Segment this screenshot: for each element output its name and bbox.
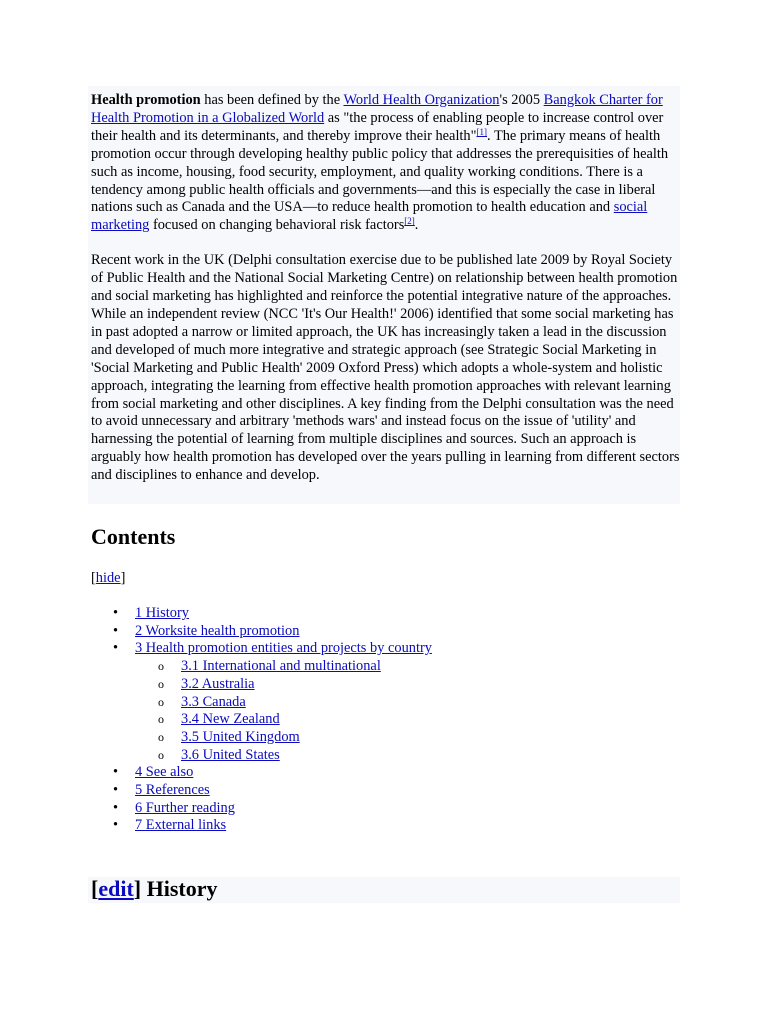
link-world-health-organization[interactable]: World Health Organization	[343, 92, 500, 108]
toc-item	[91, 817, 432, 835]
intro-text-2: 's 2005	[499, 92, 544, 108]
toc-link-australia[interactable]: 3.2 Australia	[181, 675, 255, 692]
toc-item	[91, 640, 432, 658]
intro-text-3: as "the process of enabling people to increase control over their health and its determinants, and thereby improve their health"	[91, 109, 664, 144]
edit-bracket-open: [	[91, 876, 99, 901]
intro-paragraph-1	[91, 92, 681, 235]
link-bangkok-charter[interactable]: Bangkok Charter for Health Promotion in a Globalized World	[91, 92, 663, 126]
toc-toggle	[91, 570, 125, 587]
reference-link-1[interactable]: [1]	[476, 126, 488, 137]
bullet-icon: •	[113, 782, 119, 799]
toc-subitem	[91, 711, 432, 729]
toc-link-entities-by-country[interactable]: 3 Health promotion entities and projects by country	[135, 640, 432, 657]
bullet-icon: •	[113, 622, 119, 639]
circle-bullet-icon: o	[158, 747, 164, 762]
link-social-marketing[interactable]: social marketing	[91, 199, 648, 234]
bold-term-health-promotion: Health promotion	[91, 92, 201, 108]
toc-subitem	[91, 747, 432, 765]
table-of-contents	[91, 605, 432, 835]
toc-link-external-links[interactable]: 7 External links	[135, 817, 227, 834]
intro-text-1: has been defined by the	[200, 92, 344, 108]
toc-link-canada[interactable]: 3.3 Canada	[181, 693, 246, 710]
toc-subitem	[91, 729, 432, 747]
toc-item	[91, 800, 432, 818]
toc-subitem	[91, 658, 432, 676]
toc-link-further-reading[interactable]: 6 Further reading	[135, 799, 235, 816]
reference-link-2[interactable]: [2]	[404, 216, 415, 227]
toc-hide-link[interactable]: hide	[95, 570, 121, 586]
toc-toggle-bracket-open: [	[91, 570, 96, 586]
circle-bullet-icon: o	[158, 712, 164, 727]
history-section-title: History	[141, 876, 218, 901]
toc-link-history[interactable]: 1 History	[135, 605, 189, 621]
bullet-icon: •	[113, 640, 119, 657]
bullet-icon: •	[113, 764, 119, 781]
toc-link-references[interactable]: 5 References	[135, 782, 210, 799]
toc-item	[91, 605, 432, 623]
toc-link-worksite-health-promotion[interactable]: 2 Worksite health promotion	[135, 622, 300, 639]
toc-item	[91, 782, 432, 800]
circle-bullet-icon: o	[158, 729, 164, 744]
toc-link-new-zealand[interactable]: 3.4 New Zealand	[181, 711, 280, 728]
intro-text-4: . The primary means of health promotion occur through developing healthy public policy that addresses the prerequisities of health such as income, housing, food security, employment, and quality working conditions. There is a tendency among public health officials and governments—and this is especially the case in liberal nations such as Canada and the USA—to reduce health promotion to health education and	[91, 127, 669, 216]
toc-item	[91, 764, 432, 782]
toc-link-united-states[interactable]: 3.6 United States	[181, 746, 280, 763]
toc-subitem	[91, 676, 432, 694]
intro-text-6: .	[414, 217, 419, 234]
bullet-icon: •	[113, 605, 119, 621]
contents-heading: Contents	[91, 524, 176, 549]
history-edit-link[interactable]: edit	[98, 876, 134, 901]
intro-paragraph-2: Recent work in the UK (Delphi consultation exercise due to be published late 2009 by Royal Society of Public Health and the National Social Marketing Centre) on relationship between health promotion and social marketing has highlighted and reinforce the potential integrative nature of the approaches. While an independent review (NCC 'It's Our Health!' 2006) identified that some social marketing has in past adopted a narrow or limited approach, the UK has increasingly taken a lead in the discussion and developed of much more integrative and strategic approach (see Strategic Social Marketing in 'Social Marketing and Public Health' 2009 Oxford Press) which adopts a whole-system and holistic approach, integrating the learning from effective health promotion approaches with relevant learning from social marketing and other disciplines. A key finding from the Delphi consultation was the need to avoid unnecessary and arbitrary 'methods wars' and instead focus on the issue of 'utility' and harnessing the potential of learning from multiple disciplines and sources. Such an approach is arguably how health promotion has developed over the years pulling in learning from different sectors and disciplines to enhance and develop.	[91, 252, 680, 484]
history-section-heading	[91, 876, 218, 902]
toc-toggle-bracket-close: ]	[120, 570, 126, 586]
toc-subitem	[91, 694, 432, 712]
edit-bracket-close: ]	[133, 876, 142, 901]
article-intro	[91, 92, 681, 502]
toc-link-international[interactable]: 3.1 International and multinational	[181, 658, 381, 675]
toc-link-united-kingdom[interactable]: 3.5 United Kingdom	[181, 728, 300, 745]
circle-bullet-icon: o	[158, 659, 164, 674]
circle-bullet-icon: o	[158, 694, 164, 709]
bullet-icon: •	[113, 817, 119, 834]
toc-link-see-also[interactable]: 4 See also	[135, 764, 194, 781]
toc-item	[91, 623, 432, 641]
bullet-icon: •	[113, 799, 119, 816]
circle-bullet-icon: o	[158, 676, 164, 691]
intro-text-5: focused on changing behavioral risk factors	[149, 217, 405, 234]
